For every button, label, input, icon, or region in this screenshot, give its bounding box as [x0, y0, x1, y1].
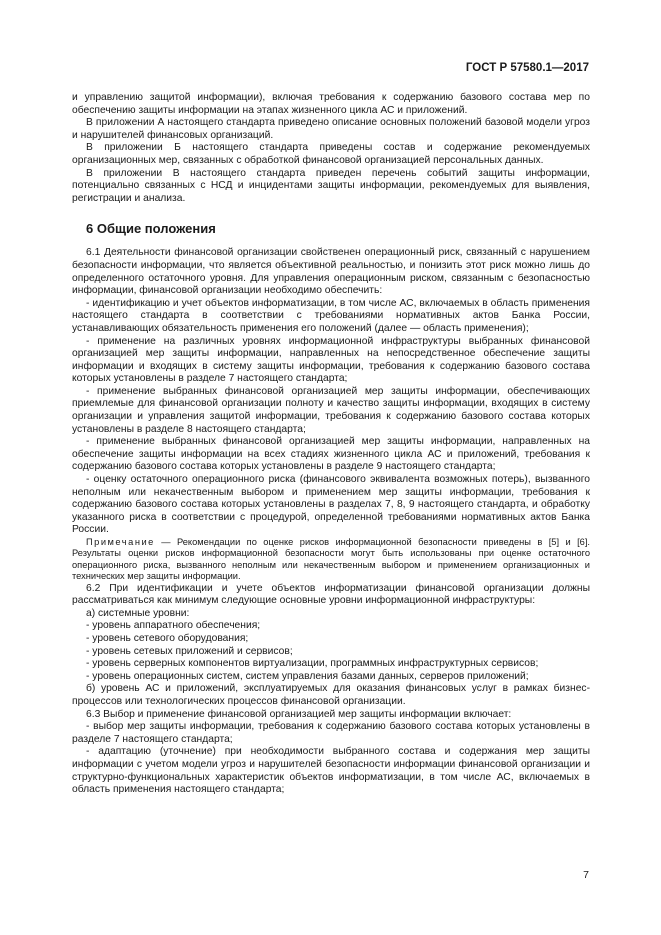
list-item: - выбор мер защиты информации, требования к содержанию базового состава которых установлены в разделе 7 настоящего стандарта;	[72, 721, 590, 745]
list-item: - уровень аппаратного обеспечения;	[86, 620, 261, 632]
note-text: — Рекомендации по оценке рисков информационной безопасности приведены в [5] и [6]. Результаты оценки рисков информационной безопасности могут быть использованы при оценке остаточного операционного риска, вызванного неполным или некачественным выбором и применением организационных и технических мер защиты информации.	[72, 537, 590, 582]
list-item: - применение на различных уровнях информационной инфраструктуры выбранных финансовой организацией мер защиты информации, направленных на непосредственное обеспечение защиты информации и входящих в систему защиты информации, требования к содержанию базового состава которых установлены в разделе 7 настоящего стандарта;	[72, 335, 590, 385]
page-number: 7	[583, 869, 589, 881]
list-item: - уровень сетевых приложений и сервисов;	[86, 645, 293, 657]
intro-paragraph: В приложении Б настоящего стандарта приведены состав и содержание рекомендуемых организационных мер, связанных с обработкой финансовой организацией персональных данных.	[72, 142, 590, 166]
document-code-header: ГОСТ Р 57580.1—2017	[465, 62, 589, 74]
list-item: а) системные уровни:	[86, 607, 190, 619]
page-body	[72, 92, 590, 797]
list-item: - уровень операционных систем, систем управления базами данных, серверов приложений;	[86, 670, 529, 682]
list-item: - оценку остаточного операционного риска (финансового эквивалента возможных потерь), вызванного неполным или некачественным выбором и применением мер защиты информации, требования к содержанию базового состава которых установлены в разделах 7, 8, 9 настоящего стандарта, и обработку указанного риска в соответствии с процедурой, определенной требованиями нормативных актов Банка России.	[72, 474, 590, 536]
list-item: б) уровень АС и приложений, эксплуатируемых для оказания финансовых услуг в рамках бизнес-процессов или технологических процессов финансовой организации.	[72, 683, 590, 707]
list-item: - уровень сетевого оборудования;	[86, 633, 249, 644]
list-item: - адаптацию (уточнение) при необходимости выбранного состава и содержания мер защиты информации с учетом модели угроз и нарушителей безопасности информации финансовой организации и структурно-функциональных характеристик объектов информатизации, в том числе АС, включаемых в область применения настоящего стандарта;	[72, 746, 590, 796]
paragraph-6-1: 6.1 Деятельности финансовой организации свойственен операционный риск, связанный с нарушением безопасности информации, что является объективной реальностью, и понизить этот риск можно лишь до определенного остаточного уровня. Для управления операционным риском, связанным с безопасностью информации, финансовой организации необходимо обеспечить:	[72, 247, 590, 297]
note-block	[72, 537, 590, 583]
intro-paragraph: и управлению защитой информации), включая требования к содержанию базового состава мер по обеспечению защиты информации на этапах жизненного цикла АС и приложений.	[72, 92, 590, 116]
intro-paragraph: В приложении В настоящего стандарта приведен перечень событий защиты информации, потенциально связанных с НСД и инцидентами защиты информации, рекомендуемых для выявления, регистрации и анализа.	[72, 167, 590, 204]
list-item: - применение выбранных финансовой организацией мер защиты информации, обеспечивающих приемлемые для финансовой организации полноту и качество защиты информации, входящих в систему организации и управления защитой информации, требования к содержанию базового состава которых установлены в разделе 8 настоящего стандарта;	[72, 385, 590, 435]
intro-paragraph: В приложении А настоящего стандарта приведено описание основных положений базовой модели угроз и нарушителей финансовых организаций.	[72, 117, 590, 141]
list-item: - уровень серверных компонентов виртуализации, программных инфраструктурных сервисов;	[86, 658, 539, 670]
list-item: - применение выбранных финансовой организацией мер защиты информации, направленных на обеспечение защиты информации на всех стадиях жизненного цикла АС и приложений, требования к содержанию базового состава которых установлены в разделе 9 настоящего стандарта;	[72, 436, 590, 473]
section-title: 6 Общие положения	[86, 221, 216, 237]
paragraph-6-2: 6.2 При идентификации и учете объектов информатизации финансовой организации должны рассматриваться как минимум следующие основные уровни информационной инфраструктуры:	[72, 582, 590, 607]
list-item: - идентификацию и учет объектов информатизации, в том числе АС, включаемых в область применения настоящего стандарта в соответствии с требованиями нормативных актов Банка России, устанавливающих обязательность применения его положений (далее — область применения);	[72, 297, 590, 334]
paragraph-6-3: 6.3 Выбор и применение финансовой организацией мер защиты информации включает:	[86, 708, 512, 720]
note-label: Примечание	[86, 537, 155, 547]
